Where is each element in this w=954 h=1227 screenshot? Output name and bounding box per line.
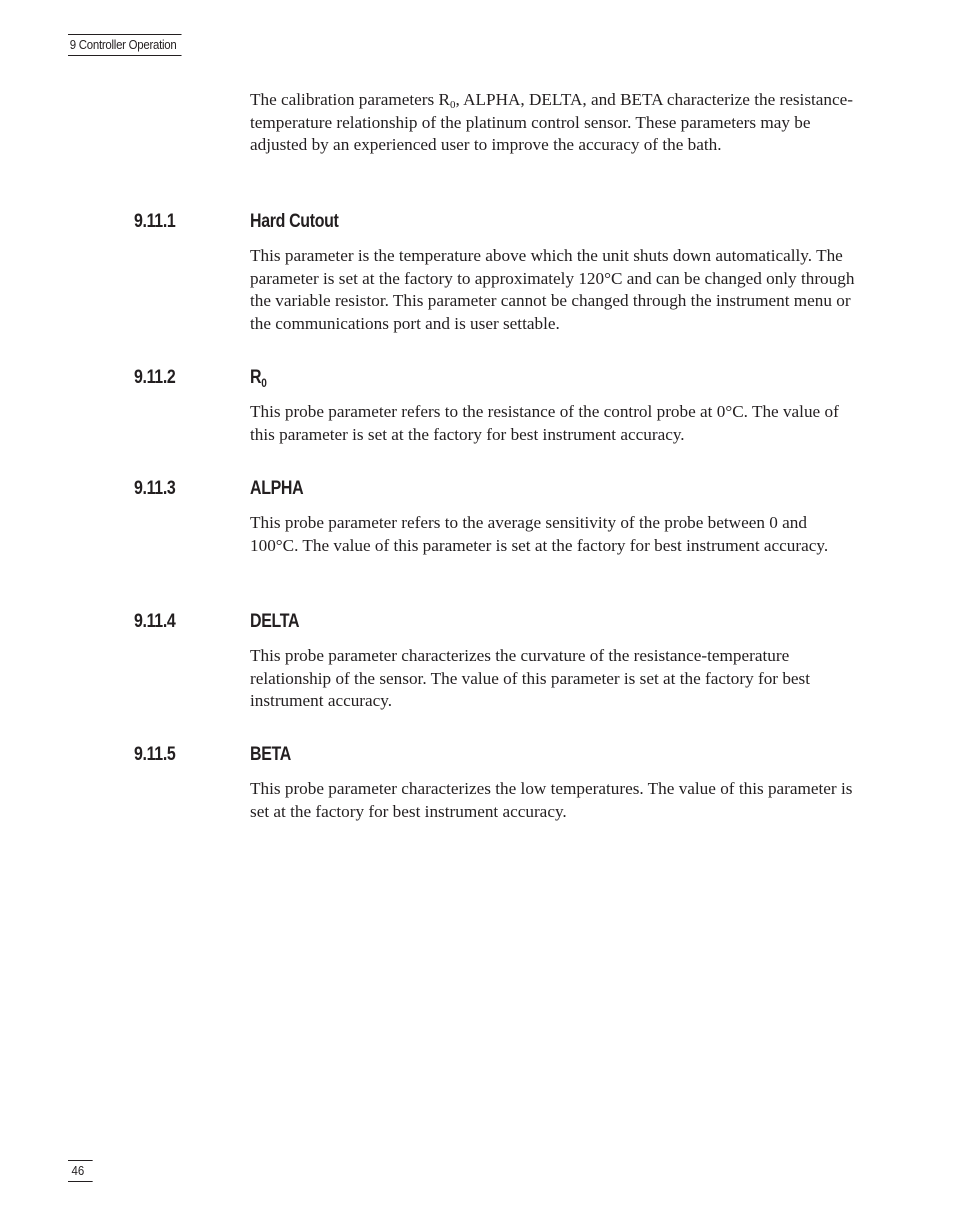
section-body: This probe parameter refers to the resistance of the control probe at 0°C. The value of this parameter is set at the factory for best instrument accuracy. [250,402,839,444]
section-body: This parameter is the temperature above which the unit shuts down automatically. The parameter is set at the factory to approximately 120°C and can be changed only through the variable resistor. This parameter cannot be changed through the instrument menu or the communications port and is user settable. [250,246,855,334]
intro-symbol-subscript: 0 [449,99,456,111]
intro-paragraph [250,89,856,157]
section-body: This probe parameter characterizes the low temperatures. The value of this parameter is set at the factory for best instrument accuracy. [250,779,853,821]
section-title: Hard Cutout [250,211,339,232]
section-number: 9.11.3 [134,478,176,499]
section-body: This probe parameter characterizes the curvature of the resistance-temperature relationship of the sensor. The value of this parameter is set at the factory for best instrument accuracy. [250,646,811,711]
section-title [250,367,266,389]
section-title: BETA [250,744,291,765]
section-number: 9.11.2 [134,367,176,388]
section-title: DELTA [250,611,300,632]
running-header: 9 Controller Operation [68,34,182,56]
section-number: 9.11.5 [134,744,176,765]
section-body: This probe parameter refers to the average sensitivity of the probe between 0 and 100°C. The value of this parameter is set at the factory for best instrument accuracy. [250,513,829,555]
section-title: ALPHA [250,478,304,499]
section-number: 9.11.1 [134,211,176,232]
section-title-symbol: R [250,367,262,388]
section-title-subscript: 0 [261,376,267,390]
section-number: 9.11.4 [134,611,176,632]
page-number: 46 [68,1160,93,1182]
intro-text-start: The calibration parameters R [250,90,450,109]
intro-text-end: , ALPHA, DELTA, and BETA characterize the resistance-temperature relationship of the platinum control sensor. These parameters may be adjusted by an experienced user to improve the accuracy of the bath. [250,90,853,155]
